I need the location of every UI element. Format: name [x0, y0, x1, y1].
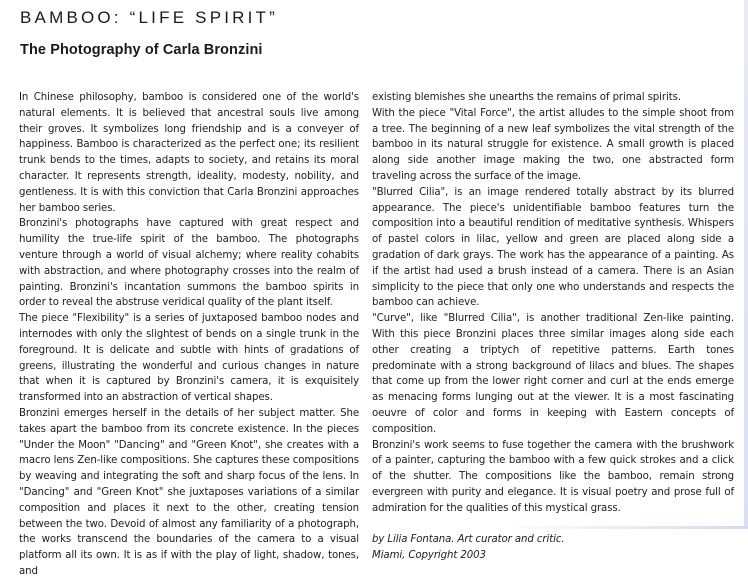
- paragraph-curve: "Curve", like "Blurred Cilia", is another traditional Zen-like painting. With this piece Bronzini places three similar images along side each other creating a triptych of repetitive patterns. Earth tones predominate with a strong background of lilacs and blues. The shapes that come up from the lower right corner and curl at the ends emerge as menacing forms lunging out at the viewer. It is a most fascinating oeuvre of color and forms in keeping with Eastern concepts of composition.: [372, 313, 734, 435]
- scan-edge-right: [744, 0, 748, 529]
- byline-author: by Lilia Fontana. Art curator and critic.: [372, 534, 565, 546]
- left-column: [19, 90, 359, 580]
- right-column: [372, 90, 734, 564]
- page-subtitle: The Photography of Carla Bronzini: [20, 42, 263, 58]
- paragraph-conclusion: Bronzini's work seems to fuse together the camera with the brushwork of a painter, capturing the bamboo with a few quick strokes and a click of the shutter. The compositions like the bamboo, remain strong evergreen with purity and elegance. It is visual poetry and prose full of admiration for the qualities of this mystical grass.: [372, 439, 734, 514]
- page-title: BAMBOO: “LIFE SPIRIT”: [20, 8, 279, 27]
- paragraph-photographs: Bronzini's photographs have captured with great respect and humility the true-life spirit of the bamboo. The photographs venture through a world of visual alchemy; where reality cohabits with abstraction, and where photography crosses into the realm of painting. Bronzini's incantation summons the bamboo spirits in order to reveal the abstruse veridical quality of the plant itself.: [19, 218, 359, 309]
- paragraph-intro: In Chinese philosophy, bamboo is considered one of the world's natural elements. It is believed that ancestral souls live among their groves. It symbolizes long friendship and is a conveyer of happiness. Bamboo is characterized as the perfect one; its resilient trunk bends to the times, adapts to society, and retains its moral character. It represents strength, ideality, modesty, nobility, and gentleness. It is with this conviction that Carla Bronzini approaches her bamboo series.: [19, 92, 359, 214]
- paragraph-continuation: existing blemishes she unearths the remains of primal spirits.: [372, 92, 681, 103]
- byline-place-date: Miami, Copyright 2003: [372, 550, 486, 562]
- paragraph-vital-force: With the piece "Vital Force", the artist alludes to the simple shoot from a tree. The beginning of a new leaf symbolizes the vital strength of the bamboo in its natural struggle for existence. A small growth is placed along side another image making the two, one abstracted form traveling across the surface of the image.: [372, 107, 734, 182]
- paragraph-flexibility: The piece "Flexibility" is a series of juxtaposed bamboo nodes and internodes with only the slightest of bends on a single trunk in the foreground. It is delicate and subtle with hints of gradations of greens, illustrating the wonderful and curious changes in nature that when it is captured by Bronzini's camera, it is exquisitely transformed into an abstraction of vertical shapes.: [19, 313, 359, 404]
- paragraph-blurred-cilia: "Blurred Cilia", is an image rendered totally abstract by its blurred appearance. The piece's unidentifiable bamboo features turn the composition into a beautiful rendition of meditative synthesis. Whispers of pastel colors in lilac, yellow and green are placed along side a gradation of dark grays. The work has the appearance of a painting. As if the artist had used a brush instead of a camera. There is an Asian simplicity to the piece that only one who understands and respects the bamboo can achieve.: [372, 186, 734, 309]
- paragraph-details: Bronzini emerges herself in the details of her subject matter. She takes apart the bamboo from its concrete existence. In the pieces "Under the Moon" "Dancing" and "Green Knot", she creates with a macro lens Zen-like compositions. She captures these compositions by weaving and integrating the soft and sharp focus of the lens. In "Dancing" and "Green Knot" she juxtaposes variations of a similar composition and places it next to the other, creating tension between the two. Devoid of almost any familiarity of a photograph, the works transcend the boundaries of the camera to a visual platform all its own. It is as if with the play of light, shadow, tones, and: [19, 407, 359, 577]
